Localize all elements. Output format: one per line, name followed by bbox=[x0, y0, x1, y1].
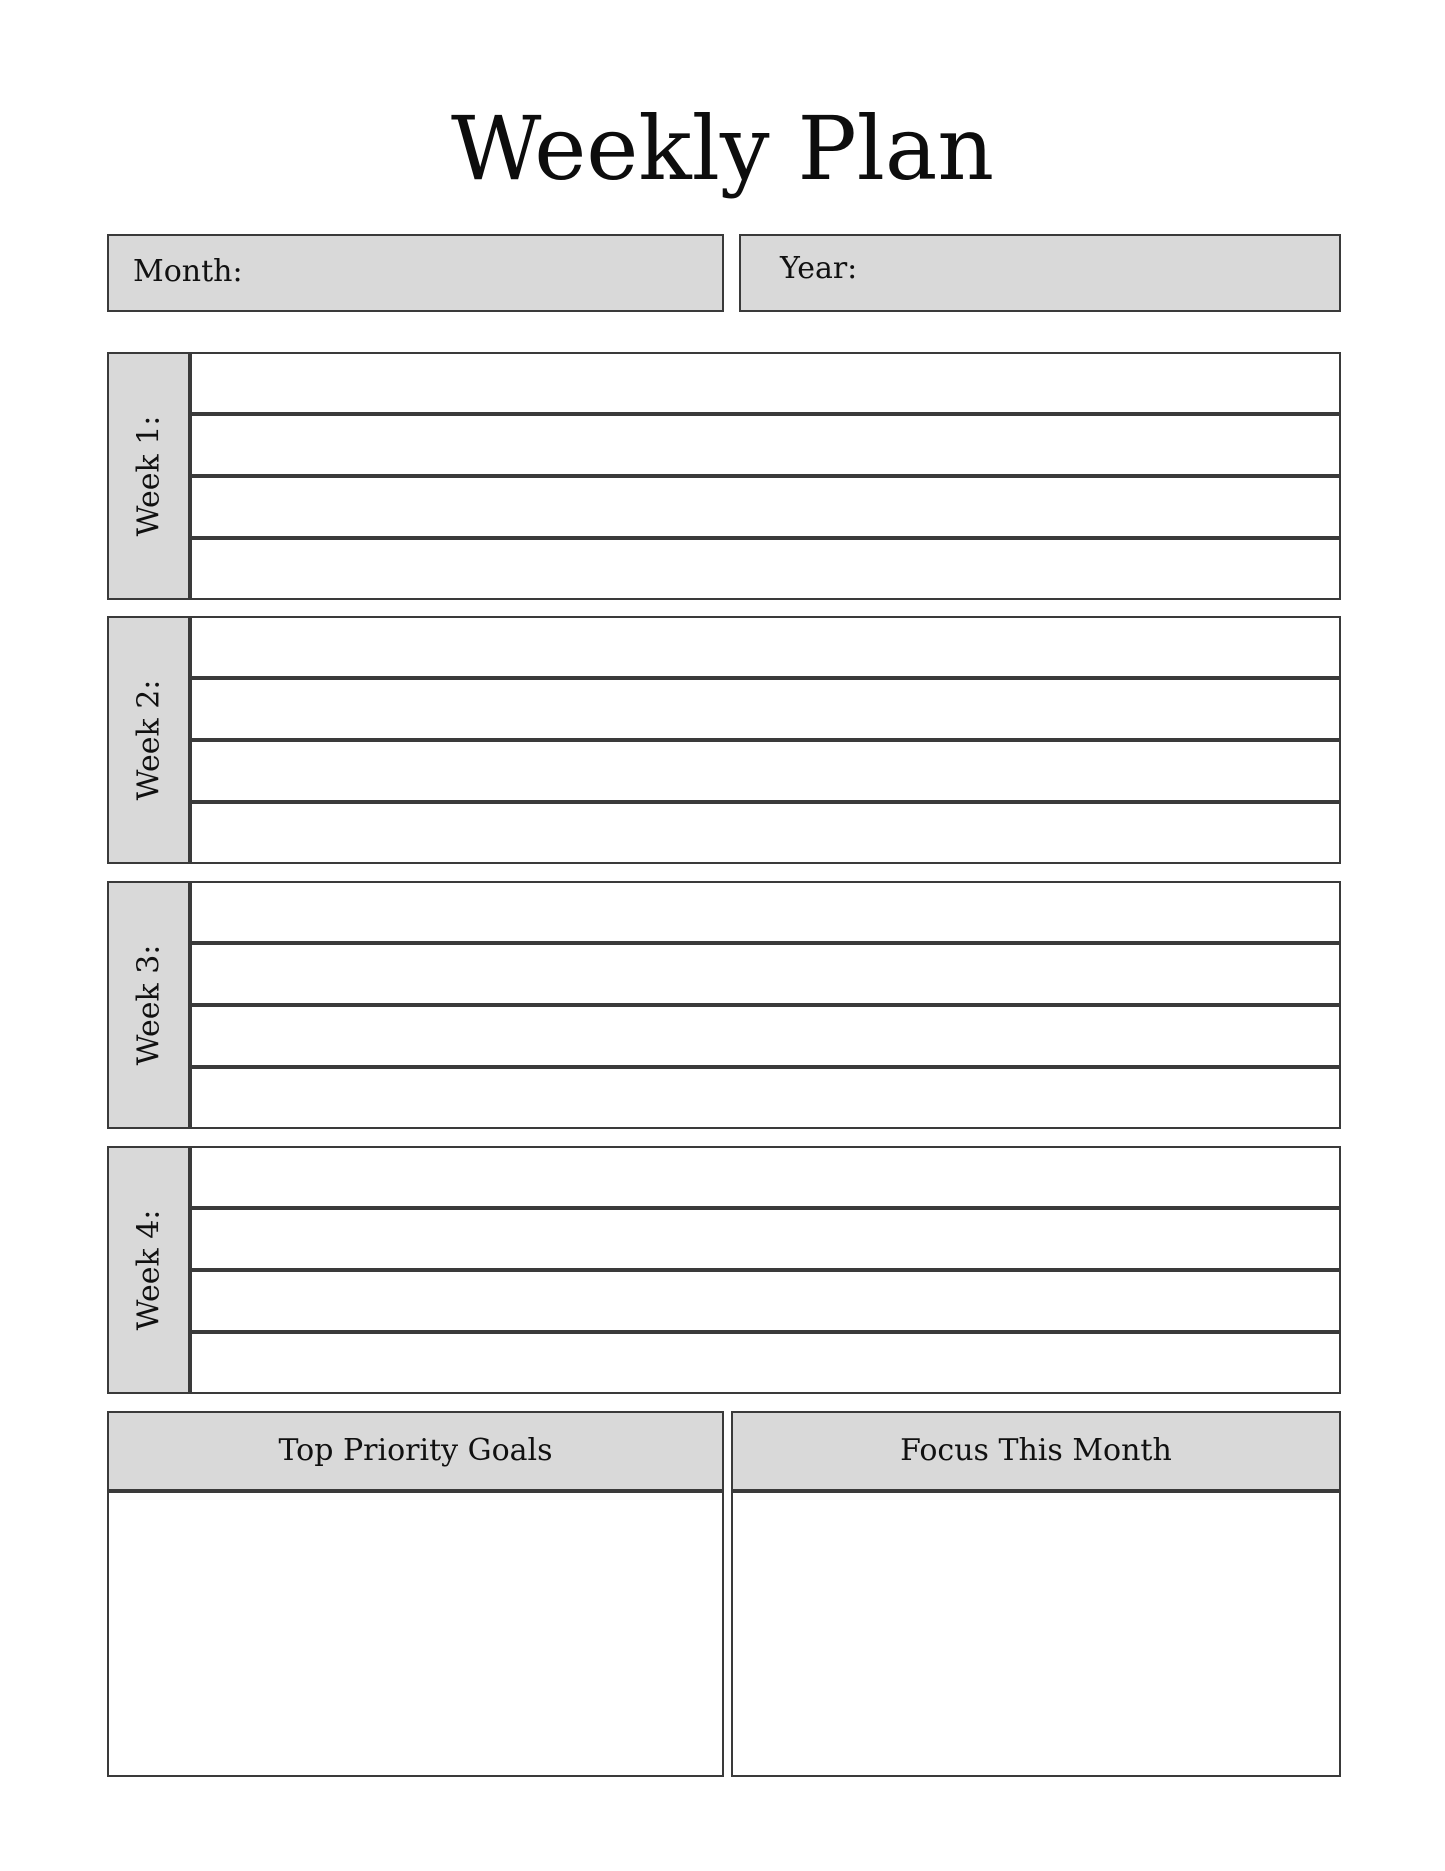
week-3-line-4[interactable] bbox=[190, 1067, 1341, 1129]
week-2-line-1[interactable] bbox=[190, 616, 1341, 678]
week-3-line-3[interactable] bbox=[190, 1005, 1341, 1067]
focus-this-month-title: Focus This Month bbox=[900, 1433, 1172, 1468]
week-1-line-3[interactable] bbox=[190, 476, 1341, 538]
week-3-label: Week 3: bbox=[131, 944, 166, 1066]
week-1-label: Week 1: bbox=[131, 415, 166, 537]
week-3-block bbox=[107, 881, 1341, 1129]
year-label: Year: bbox=[780, 251, 858, 286]
top-priority-goals-title: Top Priority Goals bbox=[278, 1433, 553, 1468]
week-4-line-3[interactable] bbox=[190, 1270, 1341, 1332]
page-title: Weekly Plan bbox=[450, 97, 995, 200]
week-1-line-2[interactable] bbox=[190, 414, 1341, 476]
week-2-label-panel bbox=[107, 616, 190, 864]
focus-this-month-section bbox=[731, 1411, 1341, 1777]
week-4-label-panel bbox=[107, 1146, 190, 1394]
week-1-line-4[interactable] bbox=[190, 538, 1341, 600]
week-2-block bbox=[107, 616, 1341, 864]
week-1-label-panel bbox=[107, 352, 190, 600]
top-priority-goals-area[interactable] bbox=[107, 1491, 724, 1777]
top-priority-goals-header bbox=[107, 1411, 724, 1491]
week-4-label: Week 4: bbox=[131, 1209, 166, 1331]
week-2-line-3[interactable] bbox=[190, 740, 1341, 802]
top-priority-goals-section bbox=[107, 1411, 724, 1777]
week-3-line-2[interactable] bbox=[190, 943, 1341, 1005]
year-field[interactable] bbox=[739, 234, 1341, 312]
focus-this-month-header bbox=[731, 1411, 1341, 1491]
month-label: Month: bbox=[133, 254, 243, 289]
week-3-label-panel bbox=[107, 881, 190, 1129]
month-field[interactable] bbox=[107, 234, 724, 312]
week-4-block bbox=[107, 1146, 1341, 1394]
week-2-label: Week 2: bbox=[131, 679, 166, 801]
week-4-line-1[interactable] bbox=[190, 1146, 1341, 1208]
week-1-block bbox=[107, 352, 1341, 600]
week-3-line-1[interactable] bbox=[190, 881, 1341, 943]
week-4-line-2[interactable] bbox=[190, 1208, 1341, 1270]
week-1-line-1[interactable] bbox=[190, 352, 1341, 414]
week-4-line-4[interactable] bbox=[190, 1332, 1341, 1394]
week-2-line-4[interactable] bbox=[190, 802, 1341, 864]
focus-this-month-area[interactable] bbox=[731, 1491, 1341, 1777]
week-2-line-2[interactable] bbox=[190, 678, 1341, 740]
